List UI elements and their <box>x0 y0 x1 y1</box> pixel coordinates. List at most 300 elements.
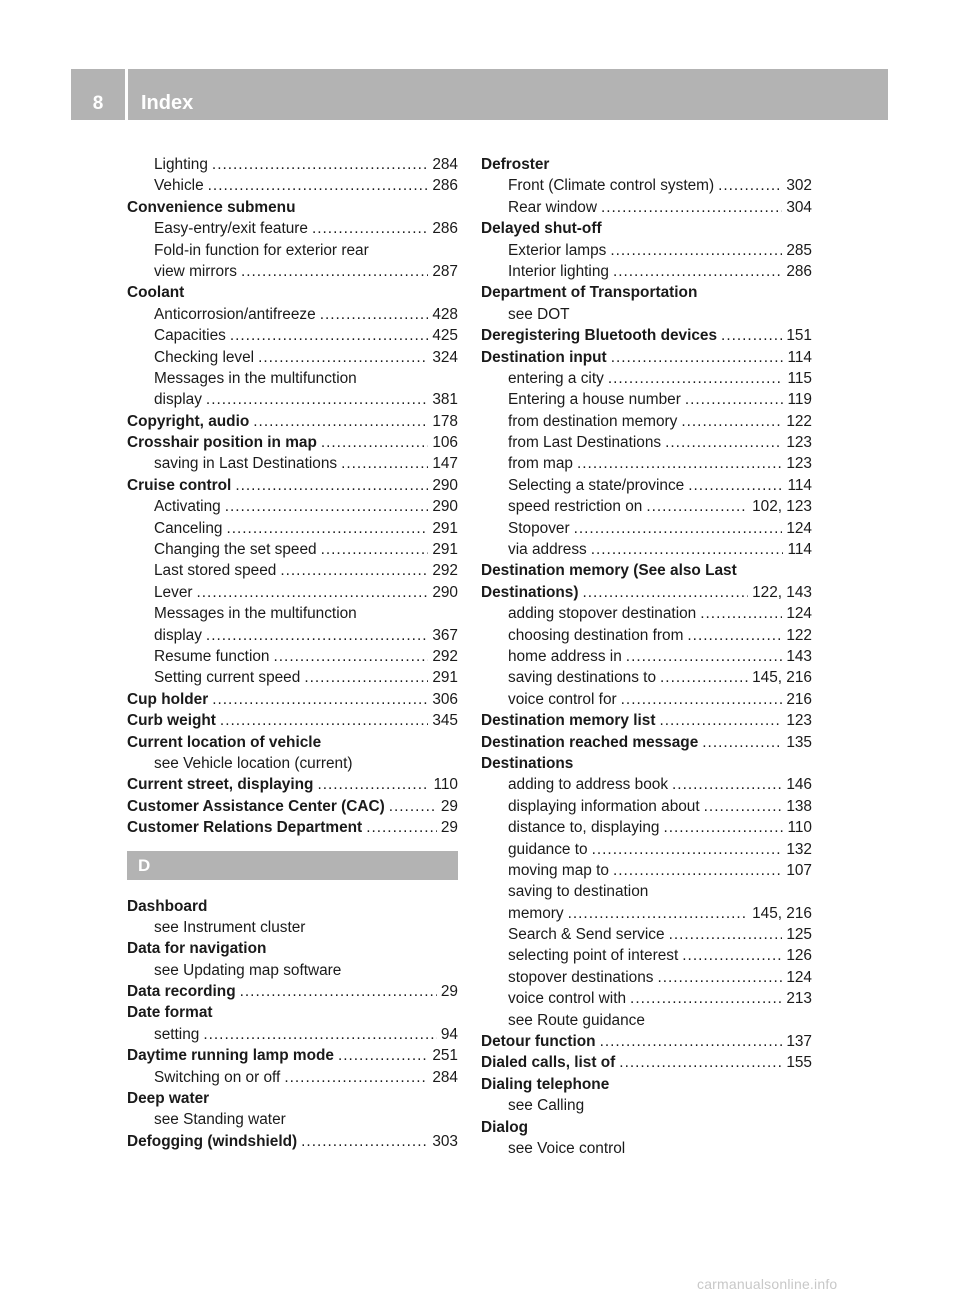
leader-dots <box>220 710 428 731</box>
index-subentry <box>127 240 458 261</box>
entry-text: Front (Climate control system) <box>508 177 715 195</box>
leader-dots <box>235 475 428 496</box>
entry-text: Lighting <box>154 156 208 173</box>
page-reference: 123 <box>786 455 812 473</box>
leader-dots <box>687 625 782 646</box>
index-entry <box>481 282 812 303</box>
index-subentry <box>481 796 812 817</box>
entry-text: setting <box>154 1025 200 1043</box>
page-reference: 324 <box>432 348 458 366</box>
entry-text: Data recording <box>127 983 236 1001</box>
watermark: carmanualsonline.info <box>697 1276 838 1292</box>
index-subentry <box>481 967 812 988</box>
page-header <box>71 69 888 120</box>
index-entry <box>127 689 458 710</box>
entry-text: from destination memory <box>508 412 678 430</box>
entry-text: Messages in the multifunction <box>154 605 357 623</box>
index-subentry <box>127 453 458 474</box>
entry-text: Destinations <box>481 754 574 772</box>
index-entry <box>127 432 458 453</box>
entry-text: see Instrument cluster <box>154 918 306 936</box>
entry-text: Convenience submenu <box>127 198 296 216</box>
index-subentry <box>481 240 812 261</box>
leader-dots <box>704 796 783 817</box>
index-entry <box>127 774 458 795</box>
entry-text: saving in Last Destinations <box>154 455 338 473</box>
index-subentry <box>481 988 812 1009</box>
page-title: Index <box>141 92 194 114</box>
entry-text: moving map to <box>508 861 609 879</box>
entry-text: Current street, displaying <box>127 776 314 794</box>
entry-text: Messages in the multifunction <box>154 369 357 387</box>
entry-text: from map <box>508 455 573 473</box>
leader-dots <box>284 1067 428 1088</box>
entry-text: Activating <box>154 498 221 516</box>
entry-text: stopover destinations <box>508 968 654 986</box>
index-entry <box>127 1088 458 1109</box>
index-subentry <box>127 304 458 325</box>
index-entry <box>481 218 812 239</box>
page-reference: 146 <box>786 776 812 794</box>
page-reference: 145, 216 <box>752 669 812 687</box>
leader-dots <box>592 839 783 860</box>
page-reference: 122, 143 <box>752 583 812 601</box>
entry-text: Deep water <box>127 1090 210 1108</box>
index-entry <box>481 753 812 774</box>
leader-dots <box>672 774 782 795</box>
entry-text: Dialing telephone <box>481 1075 610 1093</box>
entry-text: see Calling <box>508 1097 585 1115</box>
leader-dots <box>321 432 428 453</box>
entry-text: Detour function <box>481 1033 596 1051</box>
entry-text: display <box>154 626 202 644</box>
index-subentry <box>481 945 812 966</box>
entry-text: Setting current speed <box>154 669 301 687</box>
page-reference: 114 <box>787 348 812 366</box>
entry-text: adding to address book <box>508 776 669 794</box>
index-list-c <box>127 154 458 839</box>
index-entry <box>481 582 812 603</box>
page-reference: 286 <box>786 262 812 280</box>
entry-text: Selecting a state/province <box>508 476 685 494</box>
entry-text: Search & Send service <box>508 926 665 944</box>
leader-dots <box>646 496 748 517</box>
index-subentry <box>481 432 812 453</box>
leader-dots <box>317 774 429 795</box>
leader-dots <box>226 518 428 539</box>
entry-text: Entering a house number <box>508 391 681 409</box>
leader-dots <box>338 1045 428 1066</box>
entry-text: Last stored speed <box>154 562 277 580</box>
page-reference: 303 <box>432 1132 458 1150</box>
index-entry <box>481 710 812 731</box>
leader-dots <box>253 411 428 432</box>
entry-text: memory <box>508 904 564 922</box>
page-reference: 304 <box>786 198 812 216</box>
leader-dots <box>669 924 783 945</box>
page-reference: 286 <box>432 220 458 238</box>
page-reference: 284 <box>432 156 458 173</box>
leader-dots <box>657 967 782 988</box>
index-subentry <box>481 197 812 218</box>
index-subentry <box>127 582 458 603</box>
page-number: 8 <box>92 93 104 114</box>
index-subentry <box>481 261 812 282</box>
index-subentry <box>481 389 812 410</box>
page-reference: 122 <box>786 626 812 644</box>
index-subentry <box>127 917 458 938</box>
index-subentry <box>481 411 812 432</box>
entry-text: Canceling <box>154 519 223 537</box>
index-entry <box>127 710 458 731</box>
page-reference: 151 <box>786 327 812 345</box>
page-reference: 147 <box>432 455 458 473</box>
index-entry <box>127 475 458 496</box>
leader-dots <box>240 981 437 1002</box>
entry-text: see Route guidance <box>508 1011 645 1029</box>
index-entry <box>127 1045 458 1066</box>
index-entry <box>127 1131 458 1152</box>
leader-dots <box>663 817 783 838</box>
entry-text: Vehicle <box>154 177 204 195</box>
page-reference: 286 <box>432 177 458 195</box>
index-entry <box>127 981 458 1002</box>
entry-text: Dashboard <box>127 897 208 915</box>
entry-text: Changing the set speed <box>154 541 317 559</box>
leader-dots <box>206 389 428 410</box>
entry-text: Department of Transportation <box>481 284 698 302</box>
page-reference: 110 <box>433 776 458 794</box>
entry-text: Lever <box>154 583 193 601</box>
page-reference: 124 <box>786 519 812 537</box>
index-subentry <box>481 453 812 474</box>
leader-dots <box>630 988 782 1009</box>
index-subentry <box>127 347 458 368</box>
index-subentry <box>127 646 458 667</box>
entry-text: Defogging (windshield) <box>127 1132 298 1150</box>
leader-dots <box>688 475 783 496</box>
index-entry <box>127 896 458 917</box>
index-entry <box>127 817 458 838</box>
leader-dots <box>312 218 428 239</box>
leader-dots <box>681 411 782 432</box>
page-reference: 292 <box>432 562 458 580</box>
index-subentry <box>481 304 812 325</box>
index-entry <box>481 732 812 753</box>
leader-dots <box>225 496 429 517</box>
leader-dots <box>601 197 782 218</box>
entry-text: adding stopover destination <box>508 605 697 623</box>
index-entry <box>481 347 812 368</box>
index-entry <box>481 1031 812 1052</box>
index-subentry <box>127 518 458 539</box>
entry-text: Anticorrosion/antifreeze <box>154 305 316 323</box>
entry-text: Destinations) <box>481 583 579 601</box>
index-subentry <box>481 603 812 624</box>
entry-text: Fold-in function for exterior rear <box>154 241 369 259</box>
page-reference: 425 <box>432 327 458 345</box>
page-reference: 290 <box>432 583 458 601</box>
entry-text: Data for navigation <box>127 940 267 958</box>
entry-text: Destination memory list <box>481 712 656 730</box>
entry-text: see Updating map software <box>154 961 342 979</box>
page-reference: 428 <box>432 305 458 323</box>
page-reference: 302 <box>786 177 812 195</box>
header-divider <box>125 69 128 120</box>
index-entry <box>127 796 458 817</box>
index-entry <box>127 732 458 753</box>
page-reference: 29 <box>440 819 458 837</box>
index-subentry <box>481 518 812 539</box>
index-subentry <box>127 175 458 196</box>
index-entry <box>127 282 458 303</box>
leader-dots <box>577 453 782 474</box>
page-reference: 178 <box>432 412 458 430</box>
leader-dots <box>591 539 784 560</box>
page-reference: 106 <box>432 434 458 452</box>
page-reference: 107 <box>786 861 812 879</box>
page-reference: 381 <box>432 391 458 409</box>
index-subentry <box>127 539 458 560</box>
entry-text: Daytime running lamp mode <box>127 1047 334 1065</box>
entry-text: display <box>154 391 202 409</box>
page-reference: 124 <box>786 968 812 986</box>
page-reference: 138 <box>786 797 812 815</box>
index-entry <box>127 411 458 432</box>
index-entry <box>481 1117 812 1138</box>
page-reference: 285 <box>786 241 812 259</box>
page-reference: 291 <box>432 541 458 559</box>
entry-text: see Vehicle location (current) <box>154 754 353 772</box>
leader-dots <box>212 689 428 710</box>
index-subentry <box>127 154 458 175</box>
leader-dots <box>619 1052 782 1073</box>
leader-dots <box>203 1024 437 1045</box>
leader-dots <box>304 667 428 688</box>
index-subentry <box>481 539 812 560</box>
leader-dots <box>341 453 428 474</box>
page-reference: 29 <box>440 797 458 815</box>
entry-text: Easy-entry/exit feature <box>154 220 308 238</box>
page-reference: 345 <box>432 712 458 730</box>
entry-text: Deregistering Bluetooth devices <box>481 327 718 345</box>
page-reference: 291 <box>432 519 458 537</box>
entry-text: saving destinations to <box>508 669 657 687</box>
page-reference: 292 <box>432 647 458 665</box>
entry-text: entering a city <box>508 369 604 387</box>
index-subentry <box>481 1010 812 1031</box>
entry-text: Stopover <box>508 519 570 537</box>
entry-text: selecting point of interest <box>508 947 679 965</box>
leader-dots <box>685 389 784 410</box>
leader-dots <box>197 582 429 603</box>
entry-text: voice control with <box>508 990 627 1008</box>
entry-text: view mirrors <box>154 262 237 280</box>
entry-text: Dialed calls, list of <box>481 1054 616 1072</box>
leader-dots <box>665 432 782 453</box>
index-subentry <box>481 1095 812 1116</box>
leader-dots <box>682 945 782 966</box>
index-subentry <box>481 881 812 902</box>
index-subentry <box>127 389 458 410</box>
leader-dots <box>574 518 783 539</box>
page-reference: 110 <box>787 819 812 837</box>
entry-text: Dialog <box>481 1118 529 1136</box>
index-subentry <box>127 496 458 517</box>
page-reference: 284 <box>432 1068 458 1086</box>
page-reference: 122 <box>786 412 812 430</box>
index-subentry <box>127 753 458 774</box>
index-entry <box>127 1002 458 1023</box>
leader-dots <box>230 325 428 346</box>
entry-text: Destination input <box>481 348 607 366</box>
leader-dots <box>718 175 782 196</box>
page-reference: 114 <box>787 541 812 559</box>
entry-text: Date format <box>127 1004 213 1022</box>
page-reference: 132 <box>786 840 812 858</box>
leader-dots <box>258 347 428 368</box>
leader-dots <box>659 710 782 731</box>
index-subentry <box>481 860 812 881</box>
page-reference: 291 <box>432 669 458 687</box>
index-subentry <box>127 261 458 282</box>
index-entry <box>481 560 812 581</box>
index-subentry <box>127 1067 458 1088</box>
page-reference: 123 <box>786 434 812 452</box>
index-column-left <box>127 154 458 1152</box>
leader-dots <box>702 732 782 753</box>
leader-dots <box>700 603 782 624</box>
leader-dots <box>212 154 428 175</box>
entry-text: see DOT <box>508 305 570 323</box>
entry-text: Crosshair position in map <box>127 434 317 452</box>
leader-dots <box>389 796 437 817</box>
index-entry <box>481 1052 812 1073</box>
page-reference: 367 <box>432 626 458 644</box>
section-letter-bar: D <box>127 851 458 880</box>
entry-text: Exterior lamps <box>508 241 607 259</box>
leader-dots <box>600 1031 783 1052</box>
leader-dots <box>582 582 748 603</box>
leader-dots <box>568 903 748 924</box>
entry-text: Capacities <box>154 327 226 345</box>
index-subentry <box>127 368 458 389</box>
index-entry <box>481 325 812 346</box>
leader-dots <box>660 667 748 688</box>
entry-text: voice control for <box>508 690 617 708</box>
leader-dots <box>241 261 428 282</box>
index-subentry <box>481 646 812 667</box>
entry-text: Resume function <box>154 647 270 665</box>
page-reference: 290 <box>432 498 458 516</box>
page-reference: 287 <box>432 262 458 280</box>
entry-text: saving to destination <box>508 883 649 901</box>
entry-text: Interior lighting <box>508 262 609 280</box>
page-reference: 155 <box>786 1054 812 1072</box>
page-reference: 94 <box>440 1025 458 1043</box>
leader-dots <box>366 817 437 838</box>
entry-text: home address in <box>508 647 622 665</box>
index-subentry <box>481 175 812 196</box>
entry-text: Destination reached message <box>481 733 699 751</box>
index-subentry <box>481 689 812 710</box>
page-reference: 251 <box>432 1047 458 1065</box>
page-reference: 145, 216 <box>752 904 812 922</box>
index-subentry <box>127 325 458 346</box>
entry-text: via address <box>508 541 587 559</box>
page-reference: 119 <box>787 391 812 409</box>
index-subentry <box>481 839 812 860</box>
entry-text: Delayed shut-off <box>481 220 602 238</box>
page-reference: 114 <box>787 476 812 494</box>
page-reference: 29 <box>440 983 458 1001</box>
page-reference: 213 <box>786 990 812 1008</box>
index-entry <box>127 938 458 959</box>
index-subentry <box>481 1138 812 1159</box>
entry-text: Cup holder <box>127 690 209 708</box>
index-subentry <box>481 817 812 838</box>
index-subentry <box>127 1024 458 1045</box>
entry-text: Cruise control <box>127 476 232 494</box>
entry-text: displaying information about <box>508 797 700 815</box>
index-entry <box>481 1074 812 1095</box>
leader-dots <box>613 261 782 282</box>
leader-dots <box>608 368 784 389</box>
index-subentry <box>127 1109 458 1130</box>
index-subentry <box>481 496 812 517</box>
entry-text: guidance to <box>508 840 588 858</box>
index-list-d-continued <box>481 154 812 1159</box>
entry-text: Coolant <box>127 284 185 302</box>
entry-text: speed restriction on <box>508 498 643 516</box>
leader-dots <box>208 175 429 196</box>
entry-text: Switching on or off <box>154 1068 281 1086</box>
entry-text: Destination memory (See also Last <box>481 562 737 580</box>
entry-text: see Voice control <box>508 1139 626 1157</box>
index-subentry <box>481 924 812 945</box>
leader-dots <box>321 539 429 560</box>
index-subentry <box>127 667 458 688</box>
index-list-d <box>127 896 458 1153</box>
page-reference: 143 <box>786 647 812 665</box>
entry-text: distance to, displaying <box>508 819 660 837</box>
index-entry <box>481 154 812 175</box>
leader-dots <box>320 304 429 325</box>
entry-text: Copyright, audio <box>127 412 250 430</box>
page-reference: 216 <box>786 690 812 708</box>
index-subentry <box>127 625 458 646</box>
index-subentry <box>127 560 458 581</box>
index-subentry <box>481 774 812 795</box>
leader-dots <box>621 689 783 710</box>
leader-dots <box>206 625 428 646</box>
page-reference: 125 <box>786 926 812 944</box>
page-reference: 290 <box>432 476 458 494</box>
leader-dots <box>721 325 782 346</box>
entry-text: Rear window <box>508 198 597 216</box>
entry-text: choosing destination from <box>508 626 684 644</box>
leader-dots <box>301 1131 428 1152</box>
index-subentry <box>481 475 812 496</box>
leader-dots <box>274 646 429 667</box>
index-column-right <box>481 154 812 1159</box>
index-subentry <box>127 603 458 624</box>
entry-text: Customer Assistance Center (CAC) <box>127 797 385 815</box>
page-reference: 124 <box>786 605 812 623</box>
leader-dots <box>611 347 784 368</box>
leader-dots <box>613 860 782 881</box>
page-reference: 126 <box>786 947 812 965</box>
